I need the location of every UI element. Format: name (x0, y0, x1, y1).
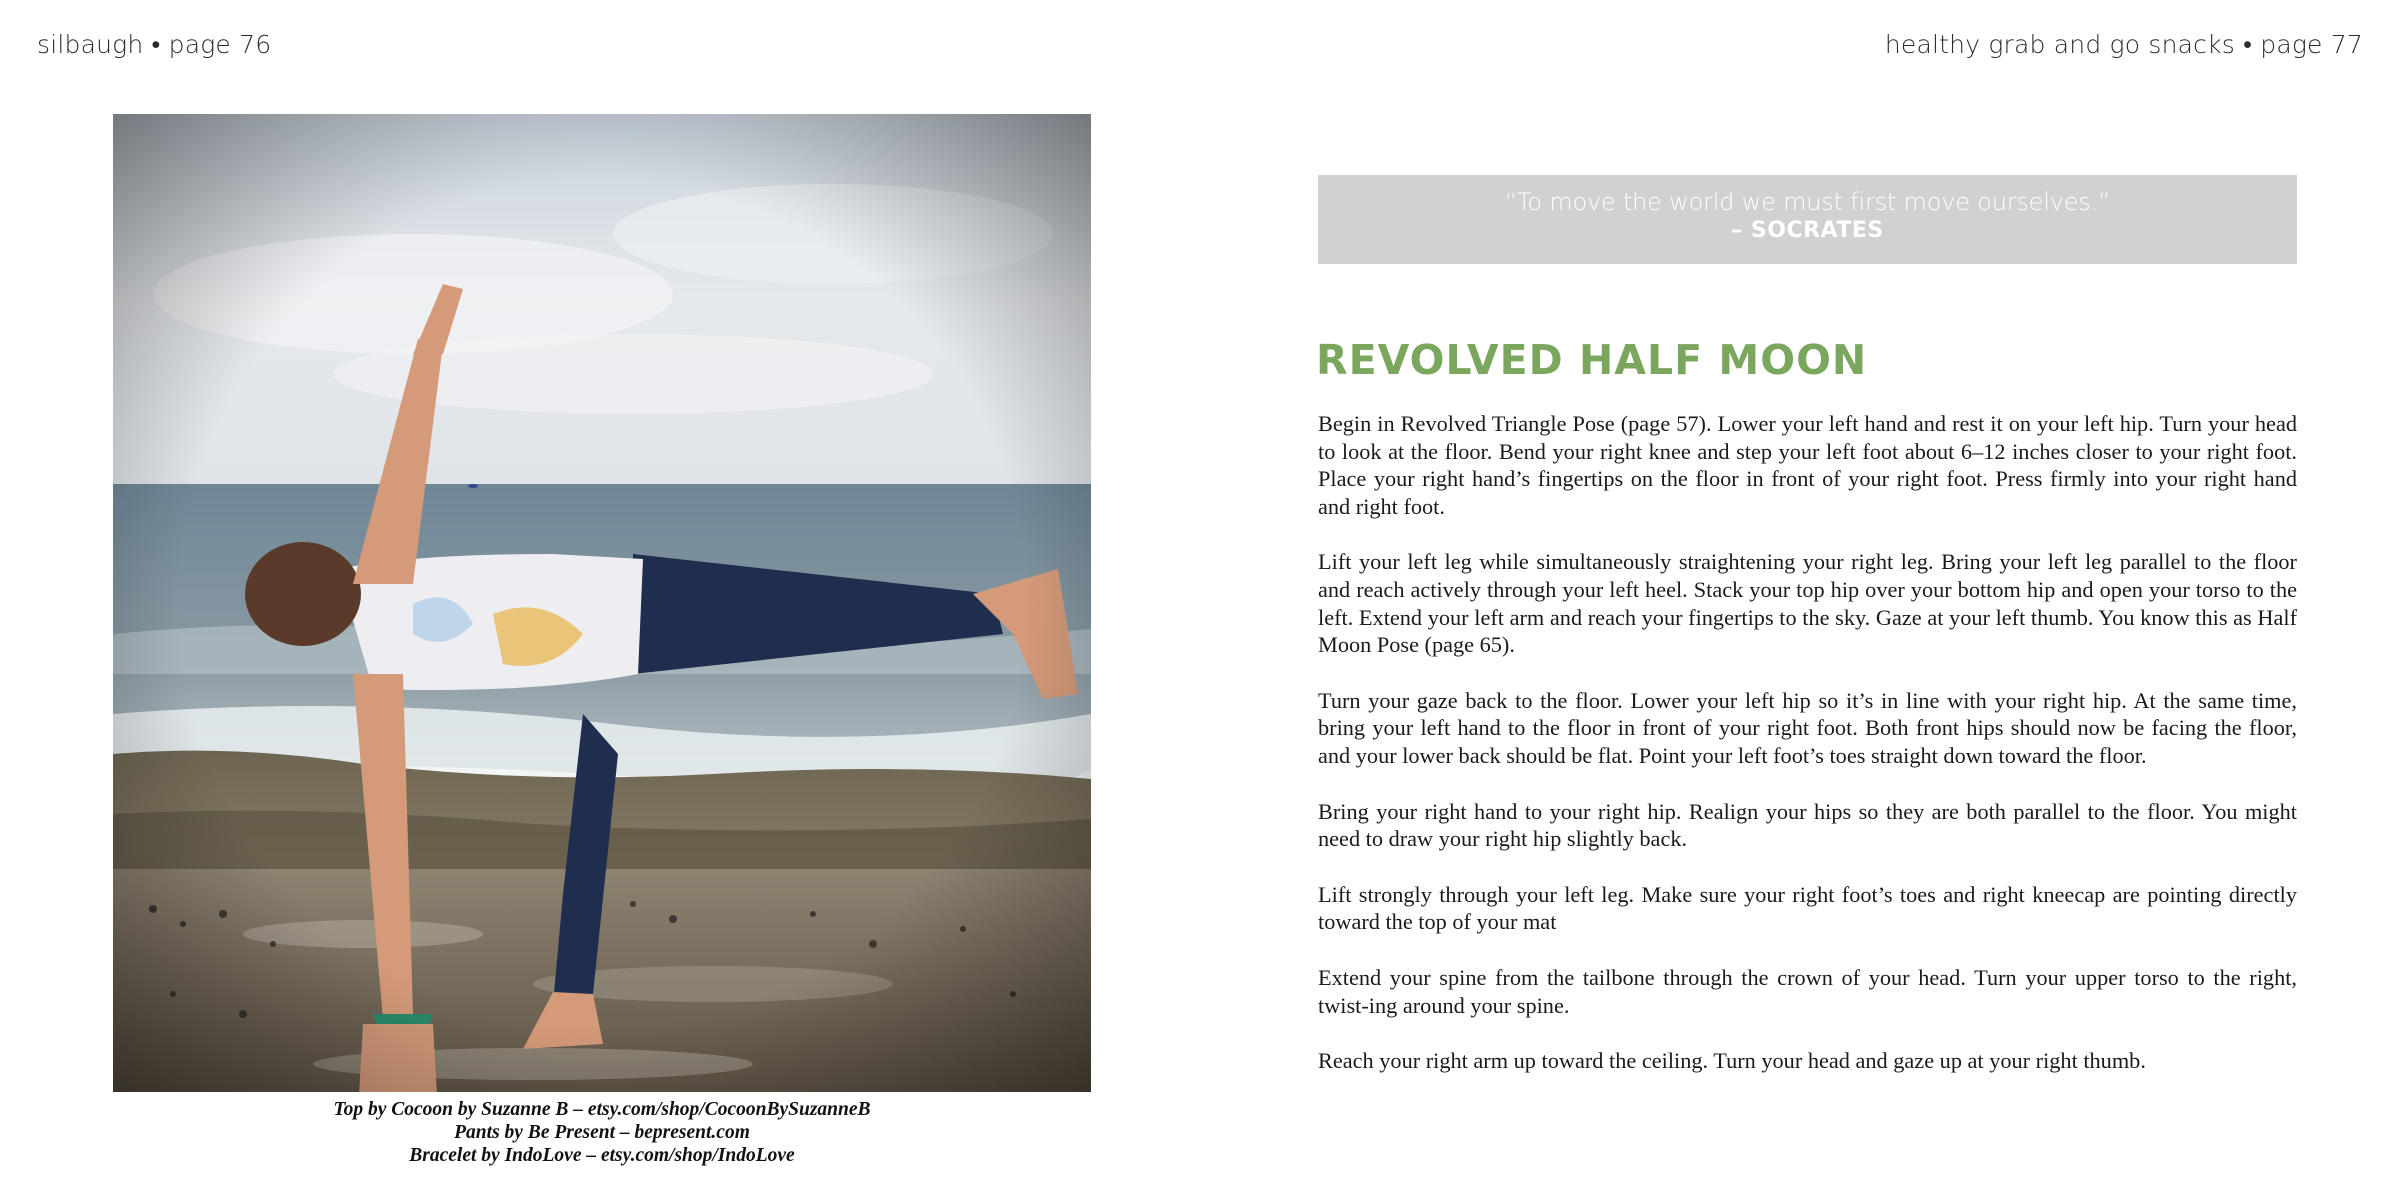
quote-author: – SOCRATES (1731, 218, 1884, 243)
caption-line-pants: Pants by Be Present – bepresent.com (454, 1122, 750, 1143)
instruction-paragraph: Begin in Revolved Triangle Pose (page 57). Lower your left hand and rest it on your left hip. Turn your head to look at the floor. Bend your right knee and step your left foot about 6–12 inches closer to your right foot. Place your right hand’s fingertips on the floor in front of your right foot. Press firmly into your right hand and right foot. (1318, 411, 2297, 519)
yoga-pose-photo (113, 114, 1091, 1092)
quote-text: “To move the world we must first move ourselves.” (1504, 188, 2111, 216)
caption-line-bracelet: Bracelet by IndoLove – etsy.com/shop/IndoLove (409, 1145, 795, 1166)
quote-box (1318, 175, 2297, 264)
instruction-paragraph: Extend your spine from the tailbone through the crown of your head. Turn your upper torso to the right, twist-ing around your spine. (1318, 964, 2297, 1018)
caption-line-top: Top by Cocoon by Suzanne B – etsy.com/shop/CocoonBySuzanneB (333, 1099, 871, 1120)
instruction-paragraph: Bring your right hand to your right hip. Realign your hips so they are both parallel to the floor. You might need to draw your right hip slightly back. (1318, 798, 2297, 852)
pose-title: REVOLVED HALF MOON (1316, 336, 1868, 384)
right-running-head: healthy grab and go snacks • page 77 (1884, 30, 2363, 59)
pose-instructions (1318, 410, 2297, 1103)
instruction-paragraph: Turn your gaze back to the floor. Lower your left hip so it’s in line with your right hip. At the same time, bring your left hand to the floor in front of your right foot. Both front hips should now be facing the floor, and your lower back should be flat. Point your left foot’s toes straight down toward the floor. (1318, 687, 2297, 768)
instruction-paragraph: Lift strongly through your left leg. Make sure your right foot’s toes and right kneecap are pointing directly toward the top of your mat (1318, 881, 2297, 935)
photo-caption (113, 1098, 1091, 1167)
instruction-paragraph: Lift your left leg while simultaneously straightening your right leg. Bring your left leg parallel to the floor and reach actively through your left heel. Stack your top hip over your bottom hip and open your torso to the left. Extend your left arm and reach your fingertips to the sky. Gaze at your left thumb. You know this as Half Moon Pose (page 65). (1318, 549, 2297, 658)
left-running-head: silbaugh • page 76 (37, 30, 272, 59)
instruction-paragraph: Reach your right arm up toward the ceiling. Turn your head and gaze up at your right thumb. (1318, 1048, 2146, 1074)
